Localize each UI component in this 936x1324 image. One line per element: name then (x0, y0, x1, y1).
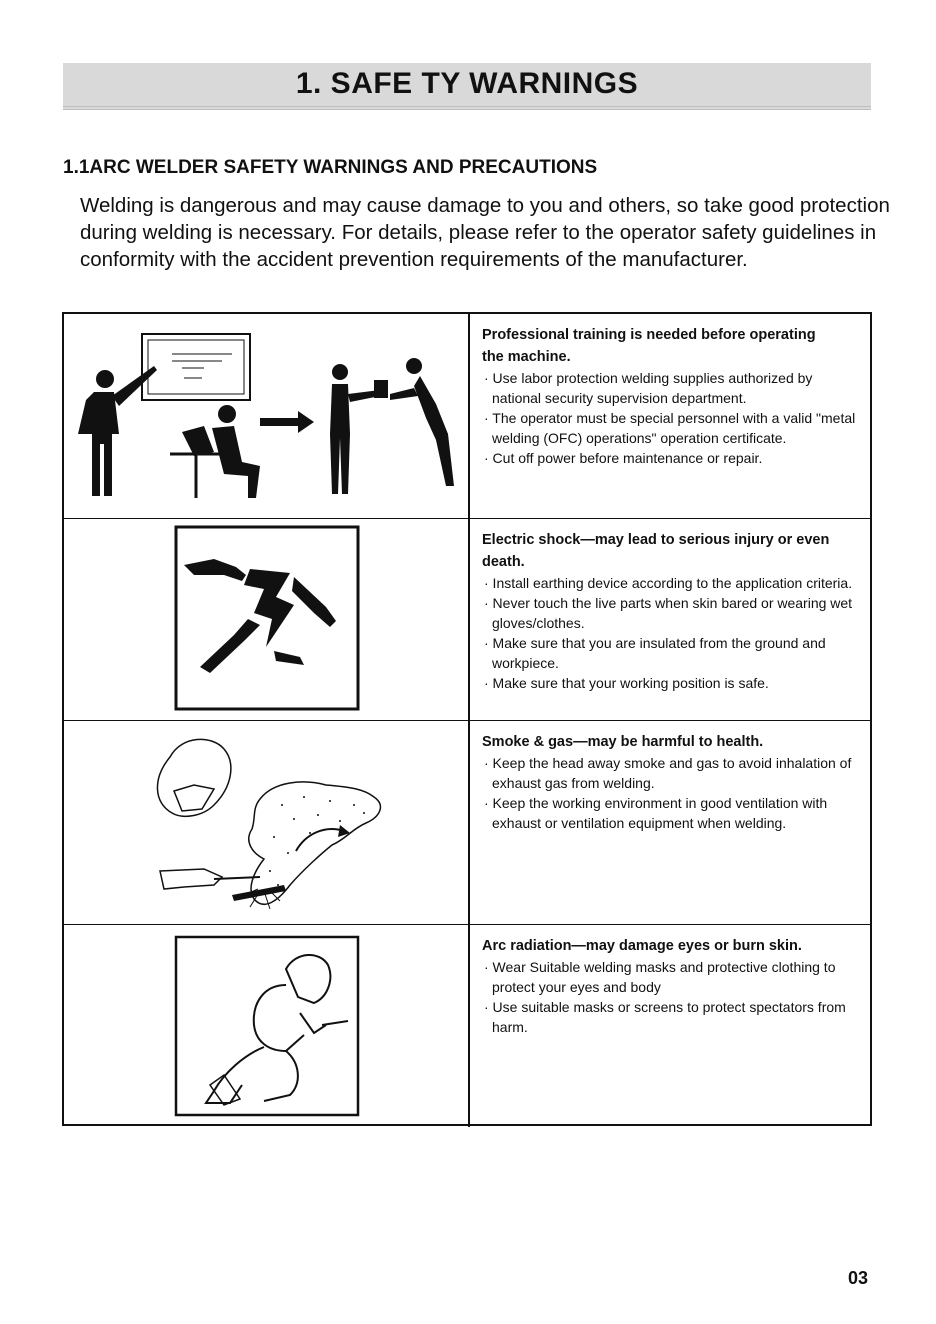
list-item: · Never touch the live parts when skin bared or wearing wet gloves/clothes. (484, 595, 853, 631)
arc-radiation-text (482, 935, 864, 1037)
list-item: · Make sure that you are insulated from the ground and workpiece. (484, 635, 826, 671)
page-title: 1. SAFE TY WARNINGS (295, 67, 639, 100)
arc-radiation-illustration-icon (64, 925, 468, 1127)
list-item: · Wear Suitable welding masks and protective clothing to protect your eyes and body (484, 959, 836, 995)
training-text (482, 324, 864, 468)
training-illustration-icon (64, 314, 468, 518)
table-row (64, 924, 870, 1127)
intro-line: Welding is dangerous and may cause damage to you and others, so take good protection (80, 194, 890, 217)
list-item: · Install earthing device according to the application criteria. (484, 575, 853, 591)
safety-table (62, 312, 872, 1126)
title-bar (63, 63, 871, 110)
list-item: · Use suitable masks or screens to protect spectators from harm. (484, 999, 846, 1035)
table-row (64, 518, 870, 721)
list-item: · The operator must be special personnel with a valid "metal welding (OFC) operations" operation certificate. (484, 410, 856, 446)
table-row (64, 720, 870, 925)
row-heading: Smoke & gas—may be harmful to health. (482, 734, 764, 750)
list-item: · Keep the head away smoke and gas to avoid inhalation of exhaust gas from welding. (484, 755, 852, 791)
section-heading: 1.1ARC WELDER SAFETY WARNINGS AND PRECAUTIONS (63, 157, 598, 178)
table-row (64, 314, 870, 518)
smoke-gas-illustration-icon (64, 721, 468, 925)
list-item: · Keep the working environment in good ventilation with exhaust or ventilation equipment when welding. (484, 795, 828, 831)
electric-shock-text (482, 529, 864, 693)
intro-line: conformity with the accident prevention requirements of the manufacturer. (80, 248, 748, 271)
intro-paragraph (80, 192, 890, 273)
page-number: 03 (848, 1268, 869, 1288)
list-item: · Make sure that your working position is safe. (484, 675, 769, 691)
row-heading: Arc radiation—may damage eyes or burn skin. (482, 938, 802, 954)
electric-shock-illustration-icon (64, 519, 468, 721)
smoke-gas-text (482, 731, 864, 833)
list-item: · Cut off power before maintenance or repair. (484, 450, 763, 466)
row-heading: Professional training is needed before operating (482, 327, 816, 343)
row-heading: Electric shock—may lead to serious injury or even (482, 532, 830, 548)
list-item: · Use labor protection welding supplies authorized by national security supervision department. (484, 370, 813, 406)
row-heading: the machine. (482, 349, 571, 365)
row-heading: death. (482, 554, 525, 570)
intro-line: during welding is necessary. For details, please refer to the operator safety guidelines in (80, 221, 877, 244)
